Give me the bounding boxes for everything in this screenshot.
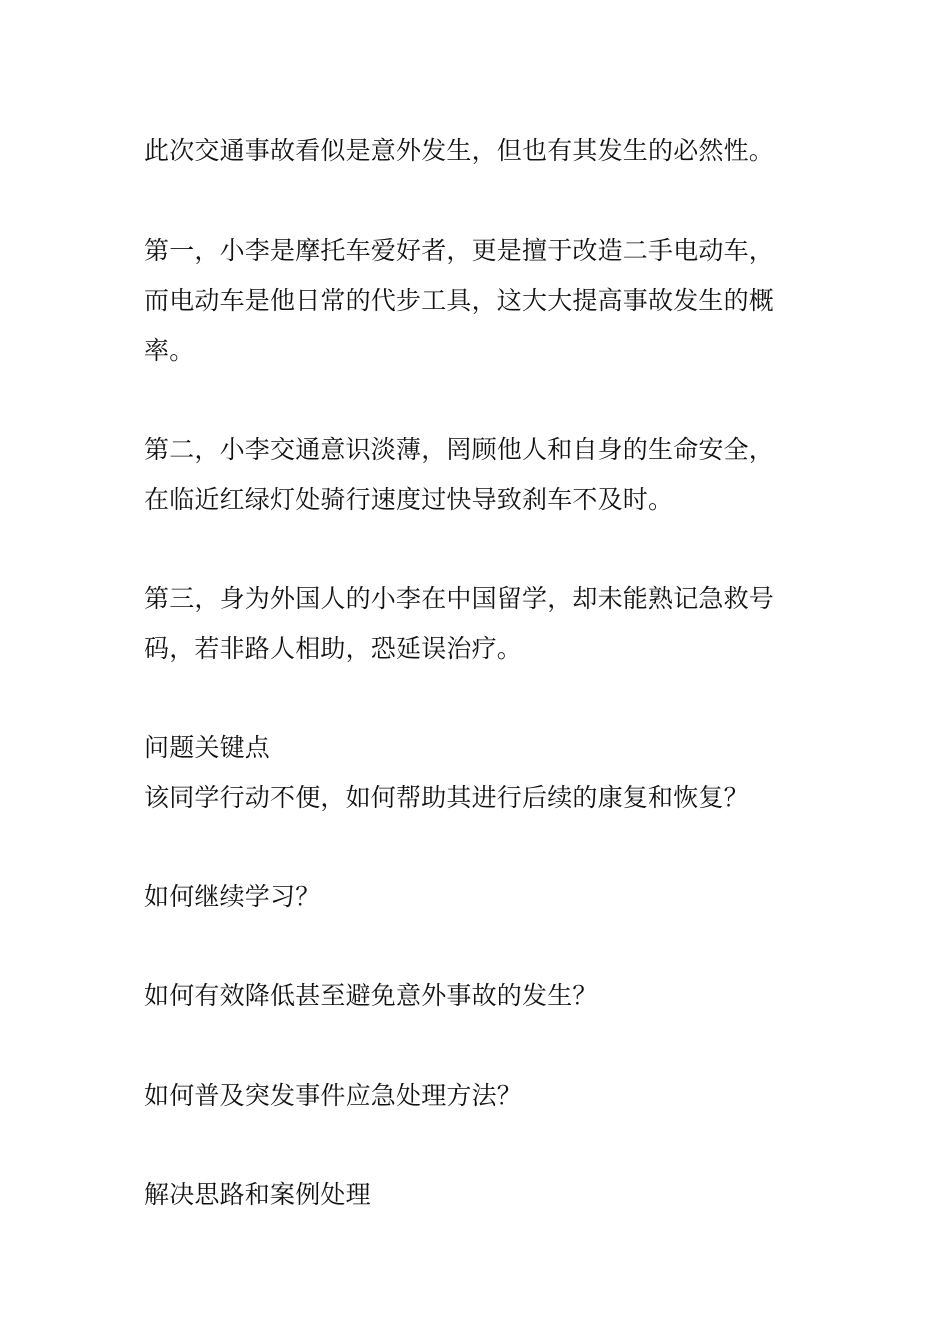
text-line: 如何继续学习？ xyxy=(144,882,321,911)
paragraph-key-issues xyxy=(144,723,819,823)
paragraph-question-prevention xyxy=(144,971,819,1021)
text-line: 在临近红绿灯处骑行速度过快导致刹车不及时。 xyxy=(144,485,674,514)
paragraph-intro xyxy=(144,126,819,176)
text-line: 第三，身为外国人的小李在中国留学，却未能熟记急救号 xyxy=(144,584,775,613)
text-line: 码，若非路人相助，恐延误治疗。 xyxy=(144,634,523,663)
text-line: 该同学行动不便，如何帮助其进行后续的康复和恢复？ xyxy=(144,783,749,812)
text-line: 第二，小李交通意识淡薄，罔顾他人和自身的生命安全， xyxy=(144,435,775,464)
text-line: 此次交通事故看似是意外发生，但也有其发生的必然性。 xyxy=(144,136,775,165)
paragraph-first-reason xyxy=(144,226,819,376)
text-line: 而电动车是他日常的代步工具，这大大提高事故发生的概 xyxy=(144,286,775,315)
text-line: 如何普及突发事件应急处理方法？ xyxy=(144,1081,523,1110)
section-heading: 解决思路和案例处理 xyxy=(144,1180,371,1209)
text-line: 第一，小李是摩托车爱好者，更是擅于改造二手电动车， xyxy=(144,236,775,265)
paragraph-question-study xyxy=(144,872,819,922)
paragraph-solution-heading xyxy=(144,1170,819,1220)
text-line: 率。 xyxy=(144,336,195,365)
paragraph-question-emergency xyxy=(144,1071,819,1121)
paragraph-third-reason xyxy=(144,574,819,674)
text-line: 如何有效降低甚至避免意外事故的发生？ xyxy=(144,981,598,1010)
section-heading: 问题关键点 xyxy=(144,733,271,762)
paragraph-second-reason xyxy=(144,425,819,525)
